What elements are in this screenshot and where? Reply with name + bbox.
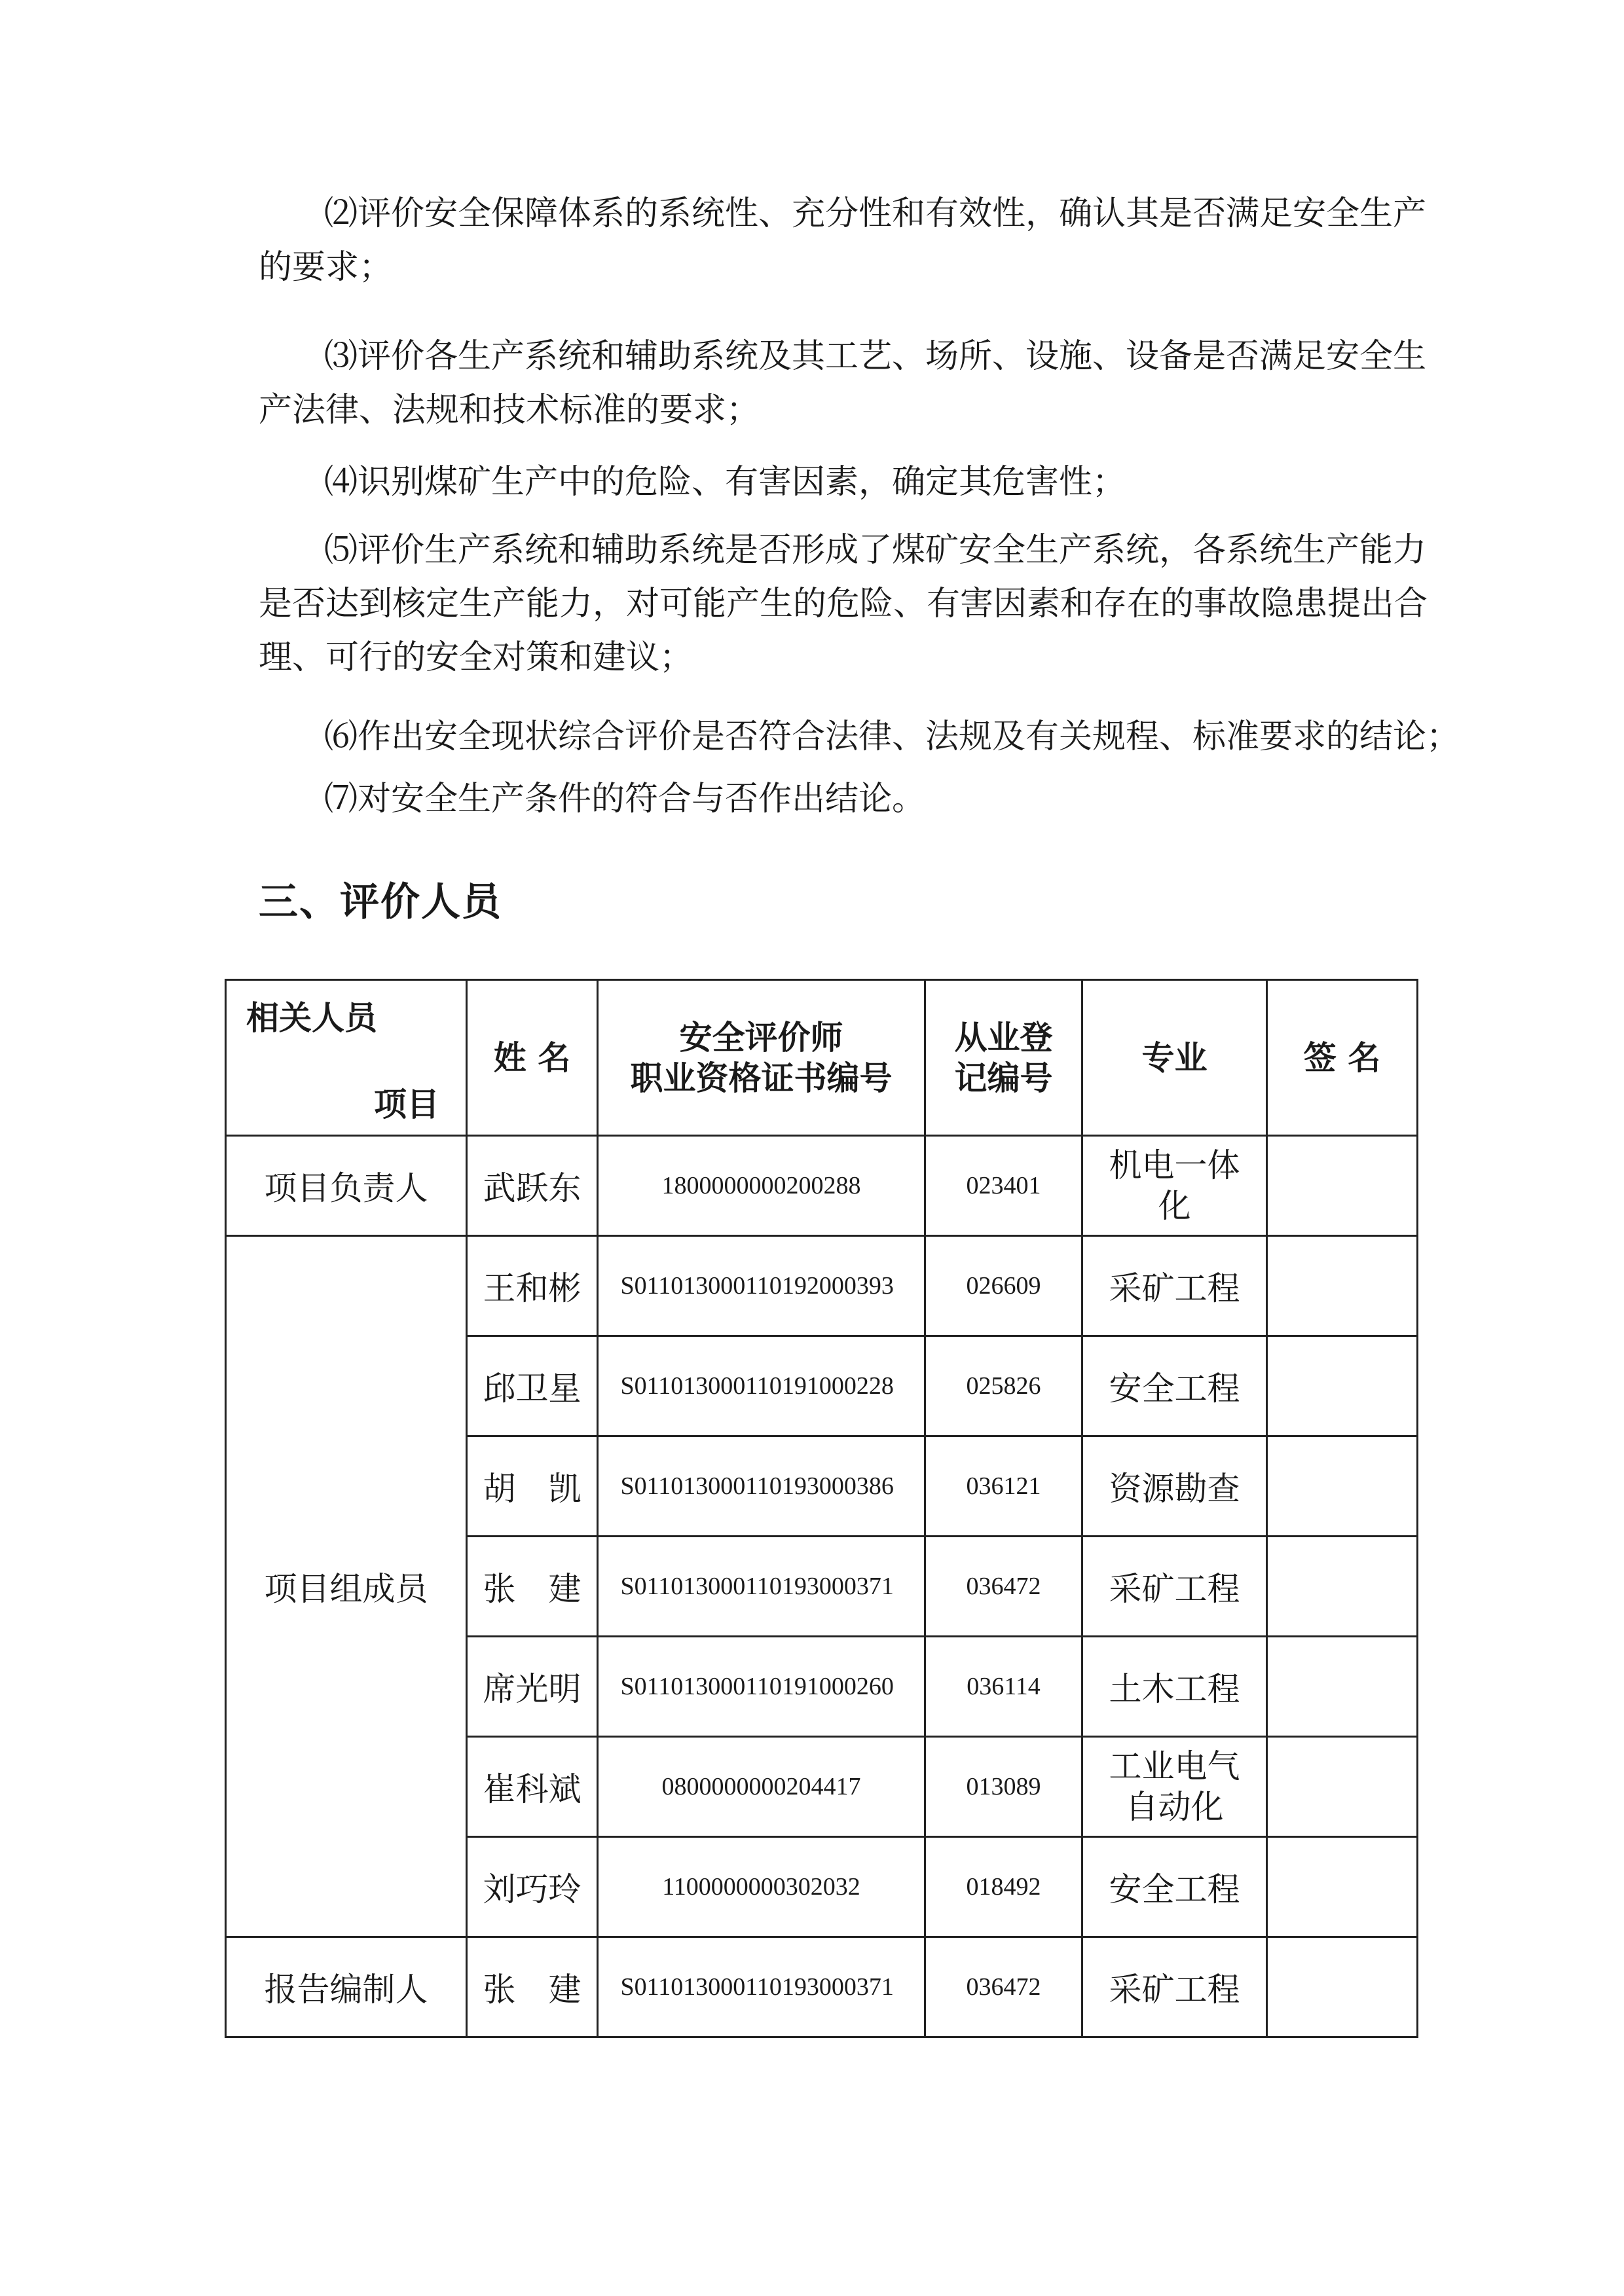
signature-cell bbox=[1267, 1737, 1418, 1837]
signature-cell bbox=[1267, 1837, 1418, 1937]
reg-cell: 013089 bbox=[925, 1737, 1082, 1837]
major-cell bbox=[1082, 1136, 1267, 1236]
header-cert-line: 安全评价师 bbox=[679, 1018, 843, 1057]
major-cell: 安全工程 bbox=[1082, 1336, 1267, 1436]
cert-text: S011013000110191000228 bbox=[620, 1372, 894, 1400]
major-cell: 采矿工程 bbox=[1082, 1236, 1267, 1336]
signature-cell bbox=[1267, 1436, 1418, 1537]
table-row bbox=[226, 1136, 1418, 1236]
table-header-row bbox=[226, 980, 1418, 1136]
major-text: 机电一体化 bbox=[1109, 1146, 1240, 1225]
table-row bbox=[226, 1937, 1418, 2037]
header-name bbox=[467, 980, 598, 1136]
header-reg-line: 记编号 bbox=[954, 1059, 1053, 1097]
name-cell: 胡 凯 bbox=[467, 1436, 598, 1537]
header-registration bbox=[925, 980, 1082, 1136]
paragraph-5 bbox=[259, 524, 1428, 685]
cert-cell bbox=[598, 1436, 925, 1537]
paragraph-line: 是否达到核定生产能力，对可能产生的危险、有害因素和存在的事故隐患提出合 bbox=[259, 585, 1428, 623]
reg-cell: 036121 bbox=[925, 1436, 1082, 1537]
paragraph-line: ⑷识别煤矿生产中的危险、有害因素，确定其危害性； bbox=[324, 463, 1126, 501]
cert-cell bbox=[598, 1236, 925, 1336]
paragraph-line: ⑹作出安全现状综合评价是否符合法律、法规及有关规程、标准要求的结论； bbox=[324, 718, 1460, 756]
signature-cell bbox=[1267, 1937, 1418, 2037]
reg-cell: 036472 bbox=[925, 1537, 1082, 1637]
cert-text: S011013000110193000371 bbox=[620, 1973, 894, 2001]
paragraph-4 bbox=[259, 456, 1392, 509]
name-cell: 张 建 bbox=[467, 1937, 598, 2037]
paragraph-6 bbox=[259, 710, 1460, 764]
signature-cell bbox=[1267, 1537, 1418, 1637]
cert-cell bbox=[598, 1537, 925, 1637]
major-cell: 资源勘查 bbox=[1082, 1436, 1267, 1537]
major-cell bbox=[1082, 1737, 1267, 1837]
paragraph-line: ⑺对安全生产条件的符合与否作出结论。 bbox=[324, 780, 926, 818]
header-cert-line: 职业资格证书编号 bbox=[630, 1059, 893, 1097]
name-cell: 席光明 bbox=[467, 1637, 598, 1737]
role-cell: 项目组成员 bbox=[226, 1236, 467, 1937]
role-cell: 项目负责人 bbox=[226, 1136, 467, 1236]
cert-cell: 1100000000302032 bbox=[598, 1837, 925, 1937]
paragraph-line: 理、可行的安全对策和建议； bbox=[259, 638, 693, 677]
name-cell: 邱卫星 bbox=[467, 1336, 598, 1436]
name-cell: 王和彬 bbox=[467, 1236, 598, 1336]
paragraph-line: 产法律、法规和技术标准的要求； bbox=[259, 391, 760, 429]
reg-cell: 023401 bbox=[925, 1136, 1082, 1236]
cert-cell: 1800000000200288 bbox=[598, 1136, 925, 1236]
header-corner-cell bbox=[226, 980, 467, 1136]
header-sign-label: 签 名 bbox=[1303, 1038, 1381, 1077]
reg-cell: 025826 bbox=[925, 1336, 1082, 1436]
name-cell: 刘巧玲 bbox=[467, 1837, 598, 1937]
section-heading: 三、评价人员 bbox=[259, 879, 502, 925]
major-cell: 土木工程 bbox=[1082, 1637, 1267, 1737]
cert-text: S011013000110193000371 bbox=[620, 1573, 894, 1600]
cert-cell: 0800000000204417 bbox=[598, 1737, 925, 1837]
paragraph-line: ⑶评价各生产系统和辅助系统及其工艺、场所、设施、设备是否满足安全生 bbox=[324, 337, 1427, 376]
header-signature bbox=[1267, 980, 1418, 1136]
cert-text: S011013000110191000260 bbox=[620, 1673, 894, 1700]
signature-cell bbox=[1267, 1236, 1418, 1336]
cert-text: S011013000110193000386 bbox=[620, 1472, 894, 1500]
table-row bbox=[226, 1236, 1418, 1336]
signature-cell bbox=[1267, 1637, 1418, 1737]
reg-cell: 018492 bbox=[925, 1837, 1082, 1937]
cert-cell bbox=[598, 1637, 925, 1737]
paragraph-line: ⑵评价安全保障体系的系统性、充分性和有效性，确认其是否满足安全生产 bbox=[324, 194, 1427, 233]
header-major bbox=[1082, 980, 1267, 1136]
paragraph-line: ⑸评价生产系统和辅助系统是否形成了煤矿安全生产系统，各系统生产能力 bbox=[324, 531, 1427, 570]
major-text: 工业电气自动化 bbox=[1109, 1747, 1240, 1826]
header-item-label: 项目 bbox=[374, 1085, 439, 1123]
role-cell: 报告编制人 bbox=[226, 1937, 467, 2037]
major-cell: 采矿工程 bbox=[1082, 1537, 1267, 1637]
paragraph-2 bbox=[259, 187, 1427, 295]
paragraph-line: 的要求； bbox=[259, 248, 393, 287]
cert-cell bbox=[598, 1336, 925, 1436]
reg-cell: 036472 bbox=[925, 1937, 1082, 2037]
name-cell: 崔科斌 bbox=[467, 1737, 598, 1837]
name-cell: 武跃东 bbox=[467, 1136, 598, 1236]
paragraph-7 bbox=[259, 773, 1392, 826]
reg-cell: 036114 bbox=[925, 1637, 1082, 1737]
signature-cell bbox=[1267, 1136, 1418, 1236]
major-cell: 安全工程 bbox=[1082, 1837, 1267, 1937]
name-cell: 张 建 bbox=[467, 1537, 598, 1637]
header-name-label: 姓 名 bbox=[493, 1038, 571, 1077]
header-reg-line: 从业登 bbox=[954, 1018, 1053, 1057]
header-certificate bbox=[598, 980, 925, 1136]
signature-cell bbox=[1267, 1336, 1418, 1436]
reg-cell: 026609 bbox=[925, 1236, 1082, 1336]
header-personnel-label: 相关人员 bbox=[246, 998, 377, 1037]
paragraph-3 bbox=[259, 330, 1427, 437]
cert-cell bbox=[598, 1937, 925, 2037]
major-cell: 采矿工程 bbox=[1082, 1937, 1267, 2037]
evaluation-staff-table bbox=[225, 979, 1418, 2038]
cert-text: S011013000110192000393 bbox=[620, 1272, 894, 1300]
header-major-label: 专业 bbox=[1141, 1038, 1208, 1077]
